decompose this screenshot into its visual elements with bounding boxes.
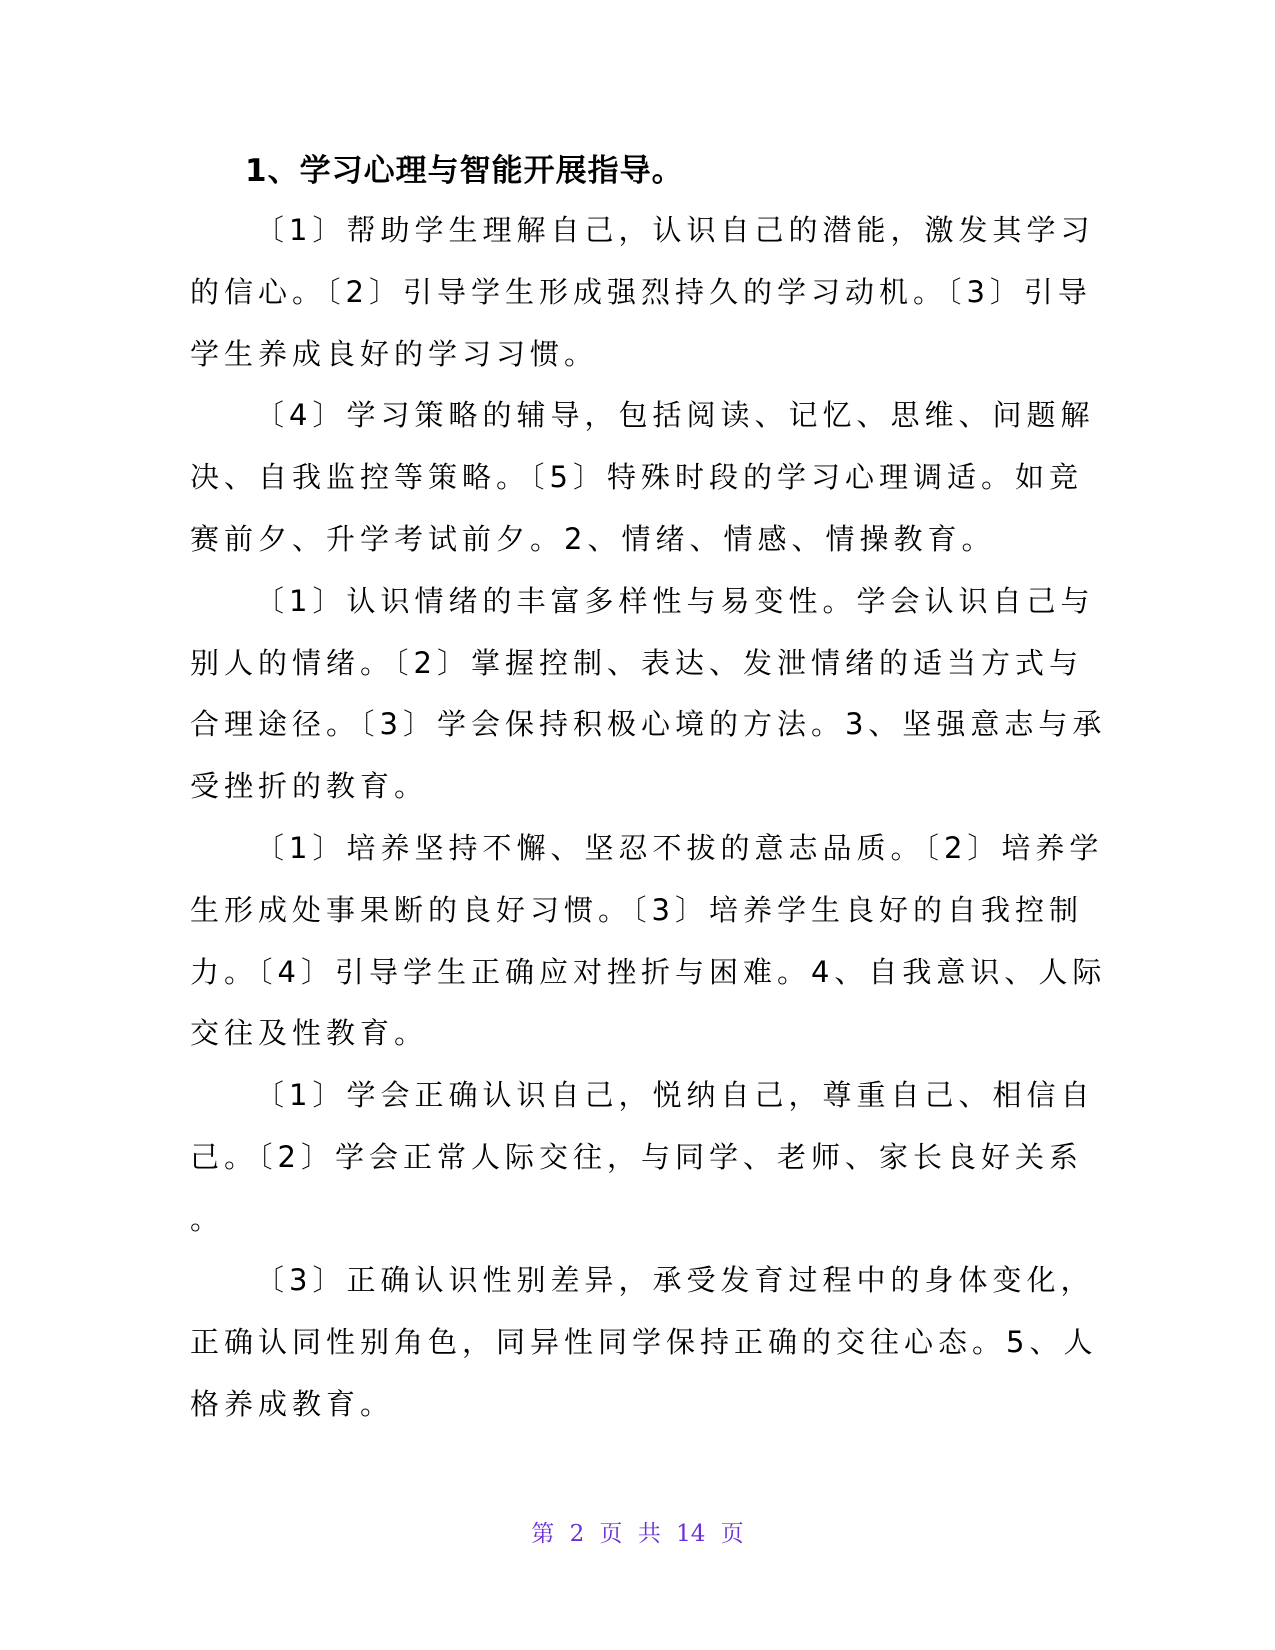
text-line: 正确认同性别角色，同异性同学保持正确的交往心态。5、人	[190, 1325, 1098, 1359]
text-line: 〔1〕帮助学生理解自己，认识自己的潜能，激发其学习	[255, 213, 1095, 247]
text-line: 交往及性教育。	[190, 1016, 429, 1050]
text-line: 〔1〕学会正确认识自己，悦纳自己，尊重自己、相信自	[255, 1078, 1095, 1112]
page-number-footer: 第 2 页 共 14 页	[531, 1521, 744, 1547]
text-line: 合理途径。〔3〕学会保持积极心境的方法。3、坚强意志与承	[190, 707, 1107, 741]
text-line: 〔4〕学习策略的辅导，包括阅读、记忆、思维、问题解	[255, 398, 1095, 432]
text-line: 受挫折的教育。	[190, 769, 429, 803]
section-heading: 1、学习心理与智能开展指导。	[245, 153, 684, 189]
text-line: 己。〔2〕学会正常人际交往，与同学、老师、家长良好关系	[190, 1140, 1083, 1174]
text-line: 力。〔4〕引导学生正确应对挫折与困难。4、自我意识、人际	[190, 955, 1107, 989]
text-line: 〔1〕培养坚持不懈、坚忍不拔的意志品质。〔2〕培养学	[255, 831, 1104, 865]
text-line: 别人的情绪。〔2〕掌握控制、表达、发泄情绪的适当方式与	[190, 646, 1083, 680]
text-line: 格养成教育。	[190, 1387, 395, 1421]
text-line: 学生养成良好的学习习惯。	[190, 337, 599, 371]
text-line: 赛前夕、升学考试前夕。2、情绪、情感、情操教育。	[190, 522, 996, 556]
text-line: 。	[190, 1202, 225, 1236]
text-line: 生形成处事果断的良好习惯。〔3〕培养学生良好的自我控制	[190, 893, 1083, 927]
text-line: 〔3〕正确认识性别差异，承受发育过程中的身体变化，	[255, 1263, 1095, 1297]
text-line: 决、自我监控等策略。〔5〕特殊时段的学习心理调适。如竞	[190, 460, 1083, 494]
text-line: 的信心。〔2〕引导学生形成强烈持久的学习动机。〔3〕引导	[190, 275, 1092, 309]
text-line: 〔1〕认识情绪的丰富多样性与易变性。学会认识自己与	[255, 584, 1095, 618]
